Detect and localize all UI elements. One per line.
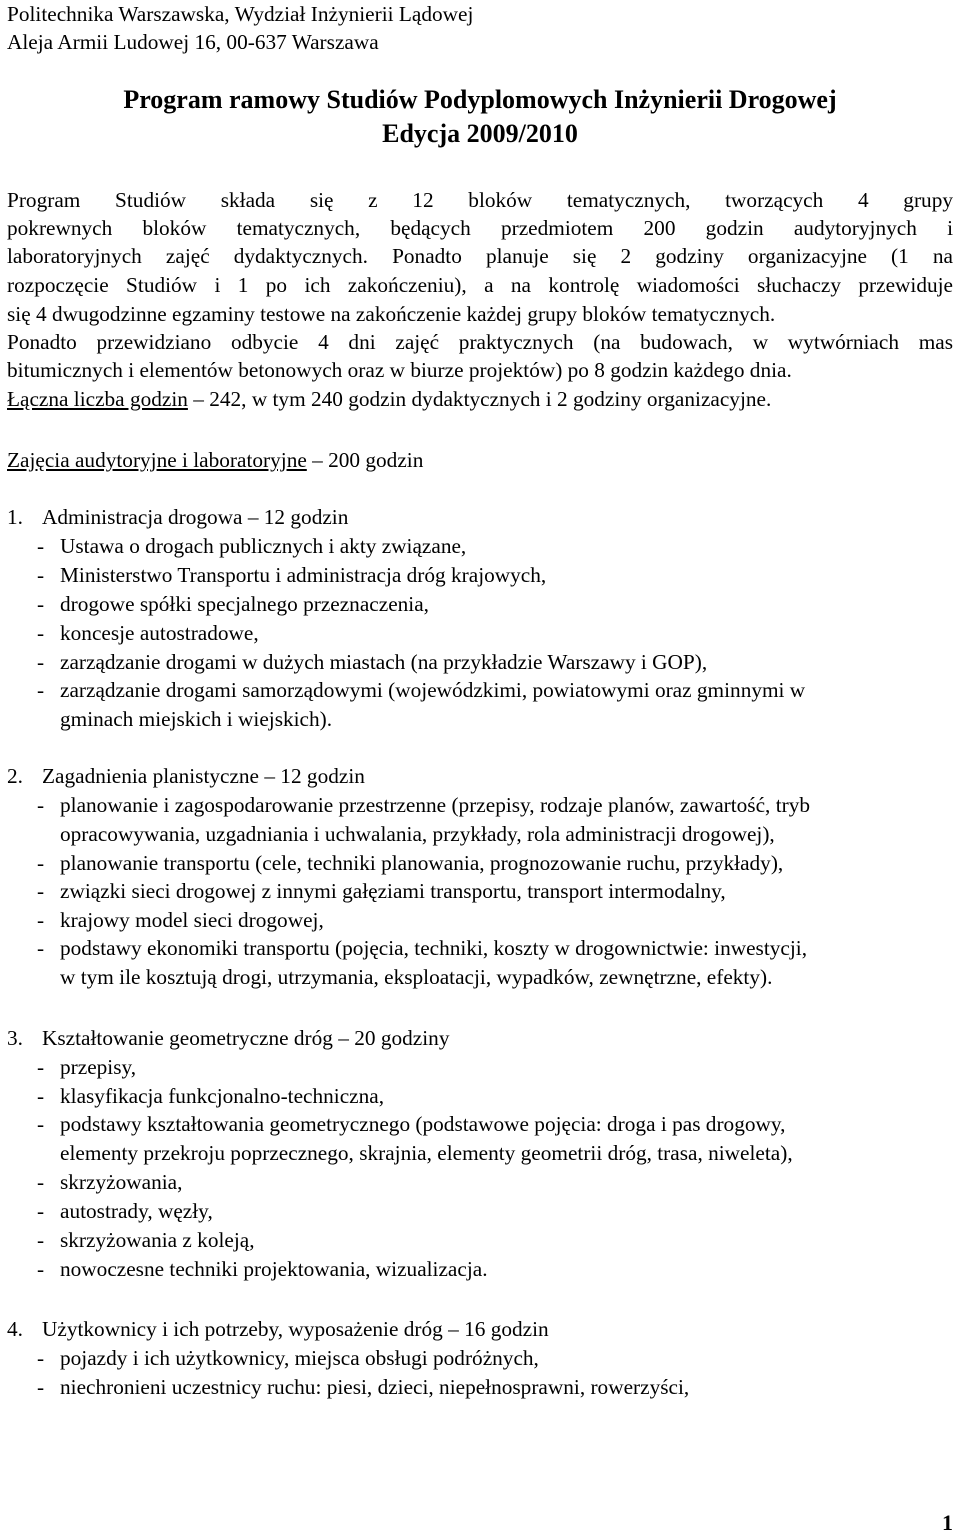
document-title: Program ramowy Studiów Podyplomowych Inżynierii Drogowej [123, 85, 837, 114]
list-dash: - [37, 592, 45, 616]
intro-line: pokrewnych bloków tematycznych, będących przedmiotem 200 godzin audytoryjnych i [7, 216, 953, 240]
list-dash: - [37, 793, 45, 817]
total-hours-text: – 242, w tym 240 godzin dydaktycznych i 2 godziny organizacyjne. [187, 387, 772, 411]
list-dash: - [37, 936, 45, 960]
list-item-text: Ustawa o drogach publicznych i akty związane, [60, 534, 467, 558]
list-dash: - [37, 908, 45, 932]
intro-line: Ponadto przewidziano odbycie 4 dni zajęć praktycznych (na budowach, w wytwórniach mas [7, 330, 953, 354]
list-dash: - [37, 1257, 45, 1281]
document-edition: Edycja 2009/2010 [382, 119, 578, 148]
list-item-text: związki sieci drogowej z innymi gałęziami transportu, transport intermodalny, [60, 879, 726, 903]
list-dash: - [37, 1346, 45, 1370]
list-item-text: nowoczesne techniki projektowania, wizualizacja. [60, 1257, 488, 1281]
intro-line: rozpoczęcie Studiów i 1 po ich zakończeniu), a na kontrolę wiadomości słuchaczy przewiduje [7, 273, 953, 297]
institution-name: Politechnika Warszawska, Wydział Inżynierii Lądowej [7, 2, 474, 26]
block-title: Kształtowanie geometryczne dróg – 20 godziny [42, 1026, 450, 1050]
list-item-continuation: w tym ile kosztują drogi, utrzymania, eksploatacji, wypadków, zewnętrzne, efekty). [60, 965, 773, 989]
block-number: 2. [7, 764, 23, 788]
block-title: Administracja drogowa – 12 godzin [42, 505, 349, 529]
block-title: Użytkownicy i ich potrzeby, wyposażenie dróg – 16 godzin [42, 1317, 549, 1341]
list-dash: - [37, 1228, 45, 1252]
total-hours-line [7, 385, 771, 413]
list-item-text: Ministerstwo Transportu i administracja dróg krajowych, [60, 563, 547, 587]
list-item-text: podstawy ekonomiki transportu (pojęcia, techniki, koszty w drogownictwie: inwestycji, [60, 936, 808, 960]
section-heading-hours: – 200 godzin [306, 448, 424, 472]
list-item-text: krajowy model sieci drogowej, [60, 908, 324, 932]
page-number: 1 [942, 1510, 953, 1535]
list-item-continuation: elementy przekroju poprzecznego, skrajnia, elementy geometrii dróg, trasa, niweleta), [60, 1141, 793, 1165]
list-dash: - [37, 650, 45, 674]
list-dash: - [37, 879, 45, 903]
list-item-text: koncesje autostradowe, [60, 621, 259, 645]
block-number: 4. [7, 1317, 23, 1341]
total-hours-label: Łączna liczba godzin [7, 387, 188, 411]
list-dash: - [37, 1170, 45, 1194]
list-dash: - [37, 1375, 45, 1399]
list-item-text: autostrady, węzły, [60, 1199, 213, 1223]
list-dash: - [37, 851, 45, 875]
list-item-text: zarządzanie drogami w dużych miastach (na przykładzie Warszawy i GOP), [60, 650, 708, 674]
list-item-text: podstawy kształtowania geometrycznego (podstawowe pojęcia: droga i pas drogowy, [60, 1112, 786, 1136]
block-title: Zagadnienia planistyczne – 12 godzin [42, 764, 365, 788]
list-item-text: klasyfikacja funkcjonalno-techniczna, [60, 1084, 385, 1108]
intro-line: bitumicznych i elementów betonowych oraz w biurze projektów) po 8 godzin każdego dnia. [7, 358, 792, 382]
list-item-continuation: gminach miejskich i wiejskich). [60, 707, 333, 731]
intro-line: laboratoryjnych zajęć dydaktycznych. Ponadto planuje się 2 godziny organizacyjne (1 na [7, 244, 953, 268]
list-dash: - [37, 1199, 45, 1223]
block-number: 3. [7, 1026, 23, 1050]
list-item-text: skrzyżowania, [60, 1170, 183, 1194]
list-item-continuation: opracowywania, uzgadniania i uchwalania, przykłady, rola administracji drogowej), [60, 822, 775, 846]
block-number: 1. [7, 505, 23, 529]
list-item-text: pojazdy i ich użytkownicy, miejsca obsługi podróżnych, [60, 1346, 539, 1370]
list-item-text: planowanie transportu (cele, techniki planowania, prognozowanie ruchu, przykłady), [60, 851, 784, 875]
document-page [7, 0, 953, 1537]
list-item-text: przepisy, [60, 1055, 137, 1079]
list-dash: - [37, 621, 45, 645]
intro-line: Program Studiów składa się z 12 bloków tematycznych, tworzących 4 grupy [7, 188, 953, 212]
section-heading [7, 446, 423, 474]
list-dash: - [37, 1112, 45, 1136]
list-dash: - [37, 1084, 45, 1108]
list-item-text: planowanie i zagospodarowanie przestrzenne (przepisy, rodzaje planów, zawartość, tryb [60, 793, 810, 817]
institution-address: Aleja Armii Ludowej 16, 00-637 Warszawa [7, 30, 379, 54]
list-item-text: drogowe spółki specjalnego przeznaczenia, [60, 592, 429, 616]
intro-line: się 4 dwugodzinne egzaminy testowe na zakończenie każdej grupy bloków tematycznych. [7, 302, 776, 326]
list-dash: - [37, 534, 45, 558]
list-dash: - [37, 1055, 45, 1079]
list-dash: - [37, 678, 45, 702]
list-item-text: skrzyżowania z koleją, [60, 1228, 255, 1252]
section-heading-label: Zajęcia audytoryjne i laboratoryjne [7, 448, 307, 472]
list-item-text: zarządzanie drogami samorządowymi (wojewódzkimi, powiatowymi oraz gminnymi w [60, 678, 806, 702]
list-item-text: niechronieni uczestnicy ruchu: piesi, dzieci, niepełnosprawni, rowerzyści, [60, 1375, 690, 1399]
list-dash: - [37, 563, 45, 587]
